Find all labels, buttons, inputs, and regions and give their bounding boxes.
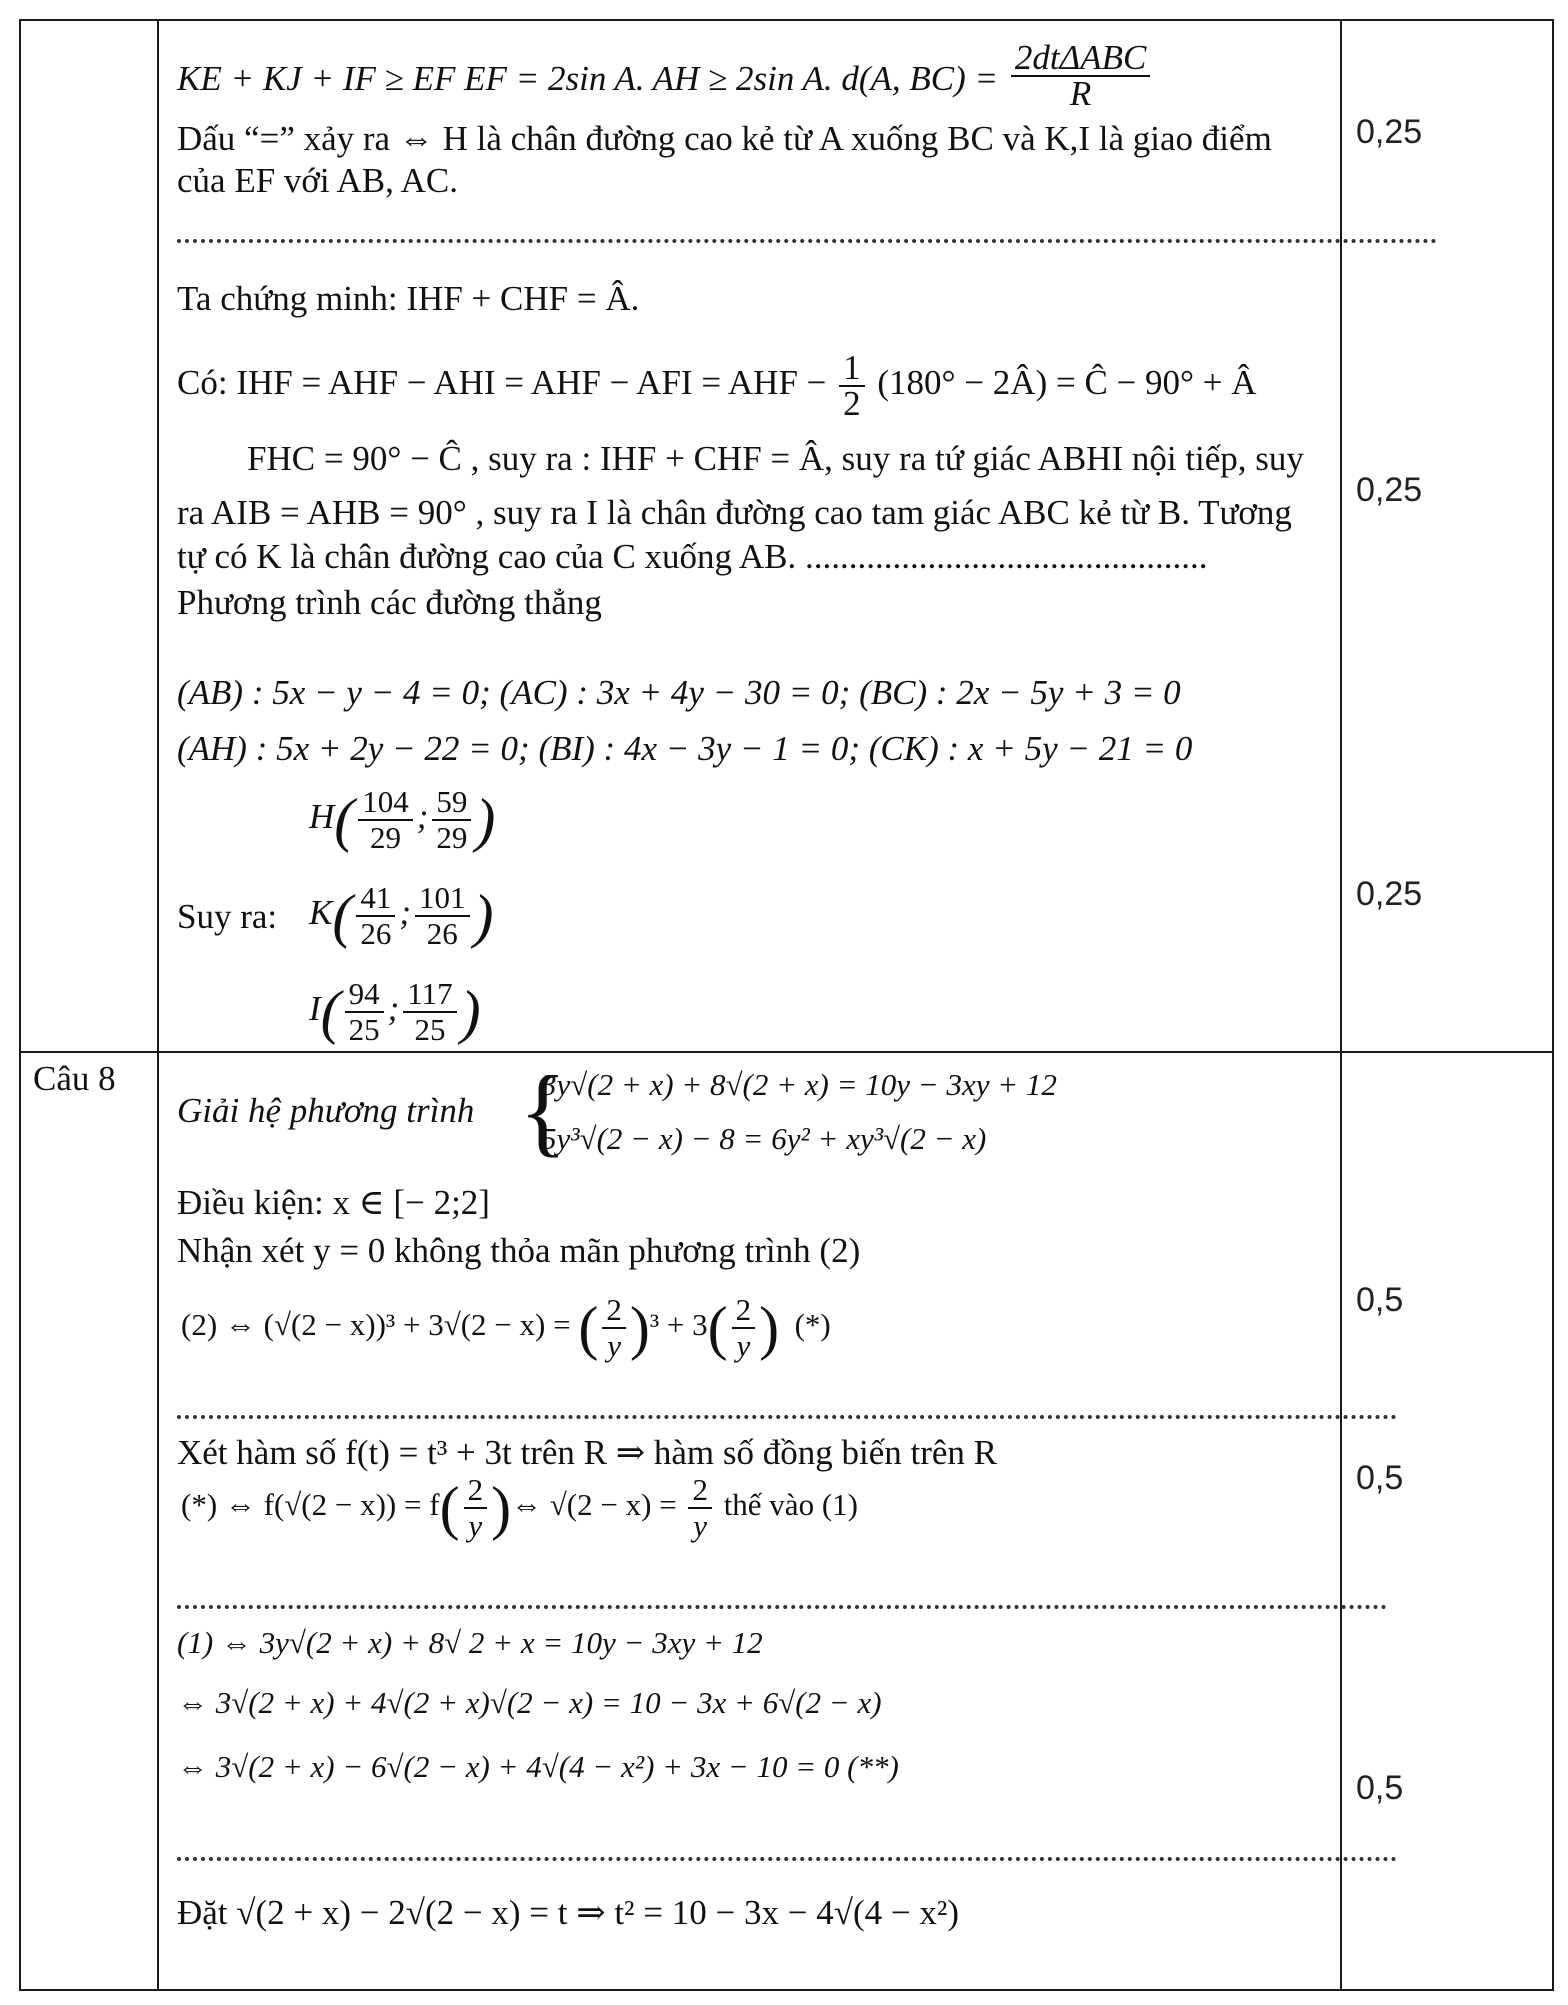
table-row bbox=[20, 1052, 1553, 1990]
prove-line: Ta chứng minh: IHF + CHF = Â. bbox=[177, 279, 640, 318]
grading-table bbox=[19, 19, 1554, 1991]
remark-line: Nhận xét y = 0 không thỏa mãn phương trình (2) bbox=[177, 1231, 861, 1271]
half-fraction: $\frac{1}{2}$ bbox=[839, 351, 865, 421]
substitution-line-2: ⇔ 3√(2 + x) + 4√(2 + x)√(2 − x) = 10 − 3x + 6√(2 − x) bbox=[177, 1685, 882, 1721]
eq2-transform-line: (2) ⇔ (√(2 − x))³ + 3√(2 − x) = ( $\frac{2}{y}$ )³ + 3( $\frac{2}{y}$ ) (*) bbox=[181, 1292, 831, 1364]
fhc-line: FHC = 90° − Ĉ , suy ra : IHF + CHF = Â, suy ra tứ giác ABHI nội tiếp, suy bbox=[247, 439, 1304, 478]
line-equations-1: (AB) : 5x − y − 4 = 0; (AC) : 3x + 4y − 30 = 0; (BC) : 2x − 5y + 3 = 0 bbox=[177, 673, 1181, 712]
score-cell bbox=[1341, 20, 1553, 1052]
question-label-cell bbox=[20, 1052, 158, 1990]
dotted-separator bbox=[177, 239, 1437, 243]
score-value: 0,25 bbox=[1356, 875, 1423, 913]
score-value: 0,25 bbox=[1356, 113, 1423, 151]
solution-cell bbox=[158, 20, 1341, 1052]
dotted-separator bbox=[177, 1857, 1397, 1861]
question-label: Câu 8 bbox=[33, 1059, 116, 1099]
substitution-set-line: Đặt √(2 + x) − 2√(2 − x) = t ⇒ t² = 10 − 3x − 4√(4 − x²) bbox=[177, 1893, 960, 1933]
score-value: 0,25 bbox=[1356, 471, 1423, 509]
score-value: 0,5 bbox=[1356, 1281, 1404, 1320]
condition-line: Điều kiện: x ∈ [− 2;2] bbox=[177, 1183, 490, 1223]
system-equation-1: 3y√(2 + x) + 8√(2 + x) = 10y − 3xy + 12 bbox=[541, 1067, 1057, 1103]
system-equation-2: 5y³√(2 − x) − 8 = 6y² + xy³√(2 − x) bbox=[541, 1121, 987, 1157]
score-value: 0,5 bbox=[1356, 1459, 1404, 1498]
line-equations-heading: Phương trình các đường thẳng bbox=[177, 583, 602, 622]
dotted-separator bbox=[177, 1415, 1397, 1419]
inequality-line: KE + KJ + IF ≥ EF EF = 2sin A. AH ≥ 2sin A. d(A, BC) = $\frac{\text{2dtΔABC}}{R}$ bbox=[177, 47, 1154, 117]
substitution-line-1: (1) ⇔ 3y√(2 + x) + 8√ 2 + x = 10y − 3xy + 12 bbox=[177, 1625, 763, 1661]
suy-ra-label: Suy ra: bbox=[177, 897, 278, 936]
star-equivalence-line: (*) ⇔ f(√(2 − x)) = f( $\frac{2}{y}$ )⇔ √(2 − x) = $\frac{2}{y}$ thế vào (1) bbox=[181, 1472, 858, 1544]
score-value: 0,5 bbox=[1356, 1769, 1404, 1808]
system-title: Giải hệ phương trình bbox=[177, 1091, 475, 1131]
question-label-cell bbox=[20, 20, 158, 1052]
substitution-line-3: ⇔ 3√(2 + x) − 6√(2 − x) + 4√(4 − x²) + 3x − 10 = 0 (**) bbox=[177, 1749, 899, 1785]
point-k: K( $\frac{41}{26}$ ; $\frac{101}{26}$ ) bbox=[309, 880, 494, 951]
system-brace: { bbox=[519, 1055, 567, 1167]
function-line: Xét hàm số f(t) = t³ + 3t trên R ⇒ hàm số đồng biến trên R bbox=[177, 1433, 998, 1473]
point-i: I( $\frac{94}{25}$ ; $\frac{117}{25}$ ) bbox=[309, 976, 481, 1047]
line-equations-2: (AH) : 5x + 2y − 22 = 0; (BI) : 4x − 3y − 1 = 0; (CK) : x + 5y − 21 = 0 bbox=[177, 729, 1193, 768]
solution-cell bbox=[158, 1052, 1341, 1990]
dotted-separator bbox=[177, 1605, 1387, 1609]
similar-line: tự có K là chân đường cao của C xuống AB. .............................................. bbox=[177, 537, 1208, 576]
point-h: H( $\frac{104}{29}$ ; $\frac{59}{29}$ ) bbox=[309, 784, 496, 855]
equality-text-1: Dấu “=” xảy ra ⇔ H là chân đường cao kẻ từ A xuống BC và K,I là giao điểm bbox=[177, 119, 1272, 158]
score-cell bbox=[1341, 1052, 1553, 1990]
aib-line: ra AIB = AHB = 90° , suy ra I là chân đường cao tam giác ABC kẻ từ B. Tương bbox=[177, 493, 1292, 532]
area-fraction: $\frac{\text{2dtΔABC}}{R}$ bbox=[1011, 41, 1150, 111]
angle-equation-line: Có: IHF = AHF − AHI = AHF − AFI = AHF − $\frac{1}{2}$ (180° − 2Â) = Ĉ − 90° + Â bbox=[177, 348, 1257, 423]
table-row bbox=[20, 20, 1553, 1052]
equality-text-2: của EF với AB, AC. bbox=[177, 161, 459, 200]
